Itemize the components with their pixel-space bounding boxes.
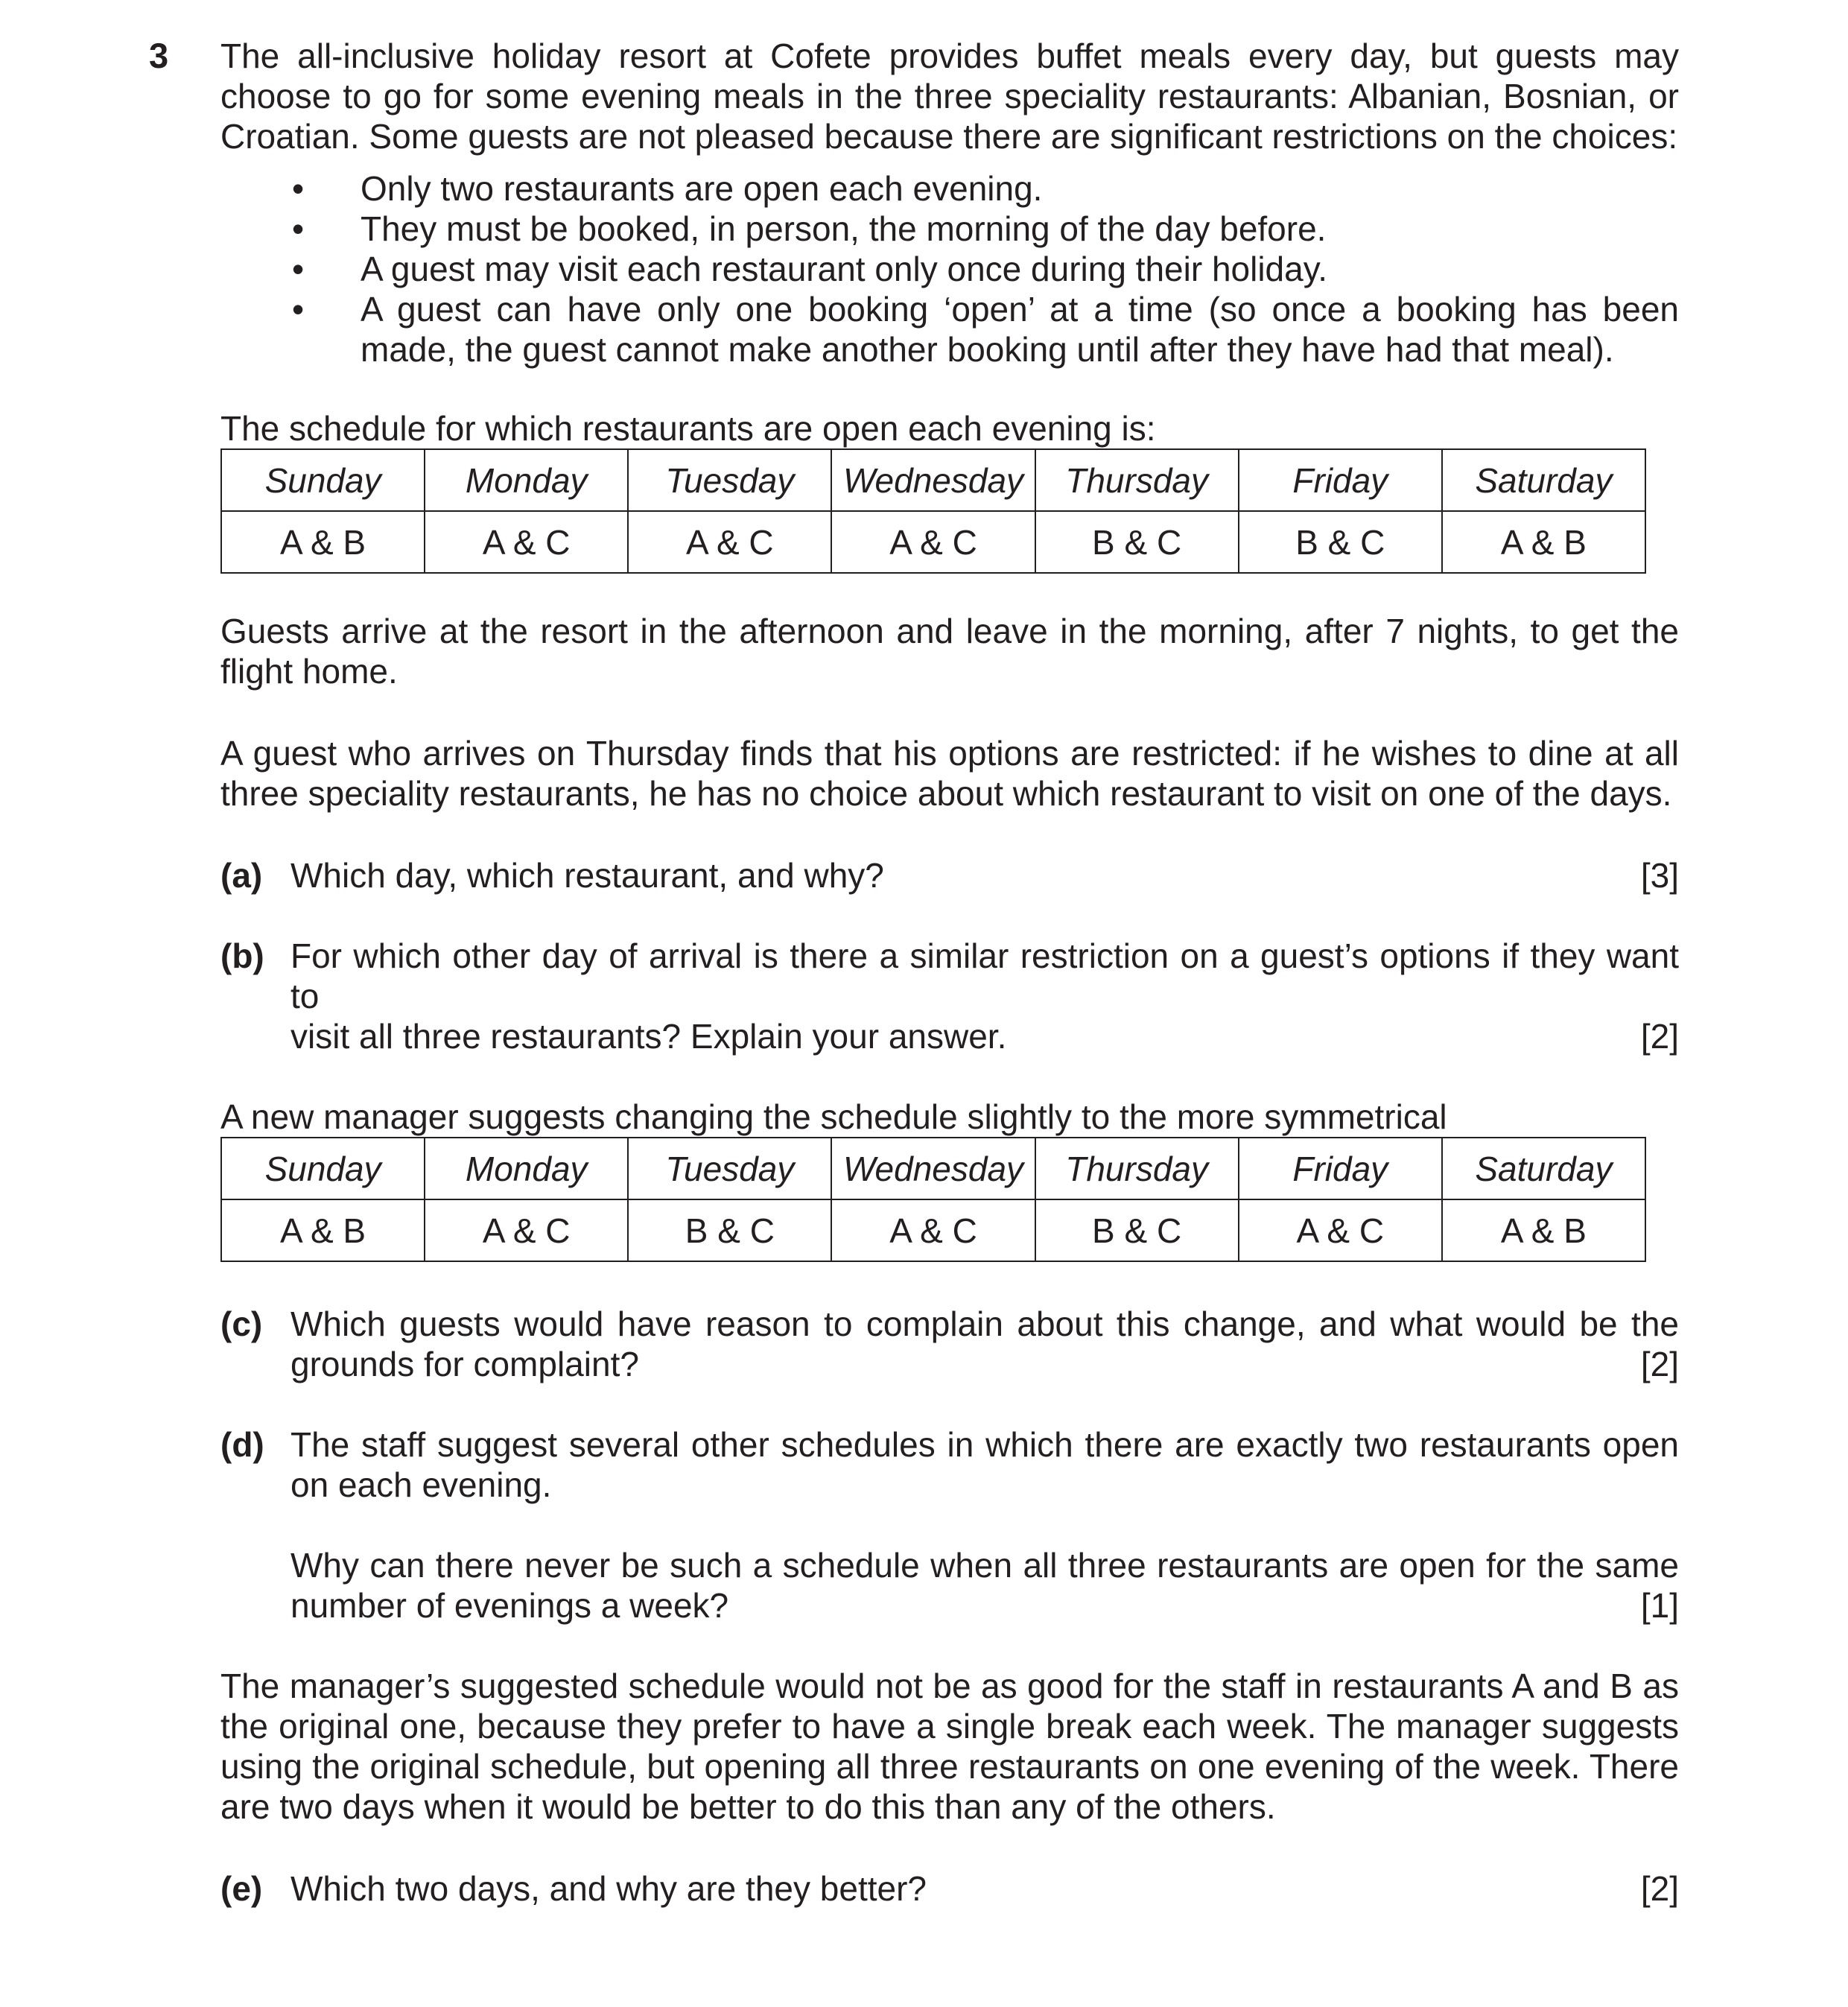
part-label: (e) [220, 1869, 263, 1908]
day-cell: Thursday [1035, 1138, 1239, 1199]
part-e-text: Which two days, and why are they better? [290, 1869, 927, 1908]
part-a [220, 855, 1679, 895]
arrival-paragraph: Guests arrive at the resort in the afternoon and leave in the morning, after 7 nights, to get the flight home. [220, 612, 1679, 691]
part-label: (b) [220, 936, 264, 975]
schedule-intro: The schedule for which restaurants are open each evening is: [220, 409, 1156, 448]
rule-item: • They must be booked, in person, the morning of the day before. [292, 209, 1327, 248]
schedule-cell: B & C [1035, 511, 1239, 573]
question-content [220, 36, 1679, 1949]
day-cell: Wednesday [831, 1138, 1035, 1199]
schedule-cell: B & C [1035, 1199, 1239, 1261]
part-e [220, 1868, 1679, 1909]
marks-label: [2] [1640, 1345, 1679, 1383]
thursday-paragraph: A guest who arrives on Thursday finds that his options are restricted: if he wishes to dine at all three speciality restaurants, he has no choice about which restaurant to visit on one of the days. [220, 734, 1679, 813]
question-number: 3 [149, 36, 169, 75]
table-row [221, 511, 1645, 573]
intro-paragraph: The all-inclusive holiday resort at Cofete provides buffet meals every day, but guests may choose to go for some evening meals in the three speciality restaurants: Albanian, Bosnian, or Croatian. Some guests are not pleased because there are significant restrictions on the choices: [220, 37, 1679, 156]
part-b-text: For which other day of arrival is there a similar restriction on a guest’s options if they want to [290, 936, 1679, 1015]
schedule-cell: A & C [831, 511, 1035, 573]
day-cell: Sunday [221, 1138, 425, 1199]
schedule-cell: A & B [221, 511, 425, 573]
part-a-text: Which day, which restaurant, and why? [290, 856, 884, 895]
part-label: (d) [220, 1425, 264, 1464]
schedule-cell: A & B [1442, 1199, 1645, 1261]
rule-item: • Only two restaurants are open each evening. [292, 169, 1043, 208]
schedule-cell: A & B [1442, 511, 1645, 573]
schedule-cell: A & C [831, 1199, 1035, 1261]
part-c-text: Which guests would have reason to complain about this change, and what would be the [290, 1304, 1679, 1343]
bullet-icon: • [292, 169, 305, 208]
bullet-icon: • [292, 290, 305, 329]
table-row [221, 1199, 1645, 1261]
schedule-cell: B & C [1239, 511, 1442, 573]
bullet-icon: • [292, 250, 305, 288]
new-schedule-table [220, 1137, 1646, 1262]
schedule-cell: A & C [425, 1199, 628, 1261]
part-d-text: Why can there never be such a schedule when all three restaurants are open for the same [290, 1546, 1679, 1585]
schedule-cell: A & C [425, 511, 628, 573]
bullet-icon: • [292, 209, 305, 248]
day-cell: Saturday [1442, 1138, 1645, 1199]
part-d [220, 1424, 1679, 1626]
part-d-text: number of evenings a week? [290, 1586, 729, 1625]
schedule-cell: A & C [628, 511, 831, 573]
original-schedule-table [220, 448, 1646, 574]
part-c [220, 1304, 1679, 1384]
manager-paragraph: A new manager suggests changing the schedule slightly to the more symmetrical [220, 1097, 1447, 1136]
rules-list [220, 168, 1679, 370]
day-cell: Sunday [221, 449, 425, 511]
day-cell: Tuesday [628, 1138, 831, 1199]
schedule-cell: B & C [628, 1199, 831, 1261]
rule-item: • A guest may visit each restaurant only once during their holiday. [292, 250, 1328, 288]
marks-label: [2] [1640, 1869, 1679, 1908]
marks-label: [3] [1640, 856, 1679, 895]
part-label: (c) [220, 1304, 263, 1343]
table-header-row [221, 449, 1645, 511]
part-c-text: grounds for complaint? [290, 1345, 639, 1383]
schedule-cell: A & C [1239, 1199, 1442, 1261]
part-label: (a) [220, 856, 263, 895]
table-header-row [221, 1138, 1645, 1199]
part-b-text: visit all three restaurants? Explain your answer. [290, 1017, 1007, 1056]
part-b [220, 936, 1679, 1056]
day-cell: Friday [1239, 449, 1442, 511]
marks-label: [2] [1640, 1017, 1679, 1056]
day-cell: Monday [425, 1138, 628, 1199]
day-cell: Tuesday [628, 449, 831, 511]
staff-paragraph: The manager’s suggested schedule would not be as good for the staff in restaurants A and B as the original one, because they prefer to have a single break each week. The manager suggests using the original schedule, but opening all three restaurants on one evening of the week. There are two days when it would be better to do this than any of the others. [220, 1667, 1679, 1826]
day-cell: Saturday [1442, 449, 1645, 511]
schedule-cell: A & B [221, 1199, 425, 1261]
day-cell: Monday [425, 449, 628, 511]
marks-label: [1] [1640, 1586, 1679, 1625]
day-cell: Thursday [1035, 449, 1239, 511]
rule-item: • A guest can have only one booking ‘open’ at a time (so once a booking has been made, the guest cannot make another booking until after they have had that meal). [292, 290, 1679, 369]
day-cell: Friday [1239, 1138, 1442, 1199]
part-d-text: The staff suggest several other schedules in which there are exactly two restaurants open on each evening. [290, 1425, 1679, 1504]
day-cell: Wednesday [831, 449, 1035, 511]
